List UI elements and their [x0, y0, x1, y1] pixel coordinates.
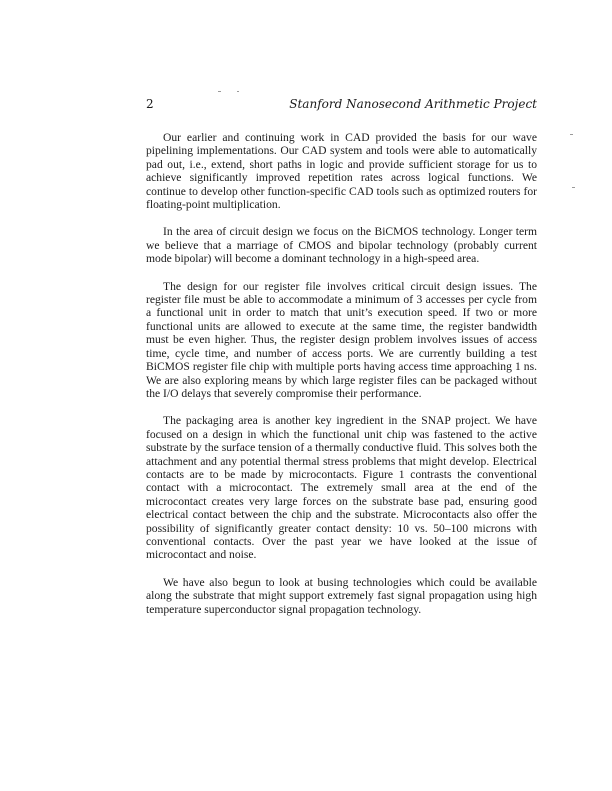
running-title: Stanford Nanosecond Arithmetic Project — [289, 97, 537, 111]
scan-artifact — [237, 91, 239, 92]
scan-artifact — [218, 91, 221, 92]
scan-artifact — [572, 187, 575, 188]
paragraph-busing: We have also begun to look at busing technologies which could be available along the substrate that might support extremely fast signal propagation using high temperature superconductor signal propagation technology. — [146, 575, 537, 616]
running-header — [146, 96, 537, 112]
body-text — [146, 131, 537, 630]
paragraph-cad: Our earlier and continuing work in CAD provided the basis for our wave pipelining implementations. Our CAD system and tools were able to automatically pad out, i.e., extend, short paths in logic and provide sufficient storage for us to achieve significantly improved repetition rates across logical functions. We continue to develop other function-specific CAD tools such as optimized routers for floating-point multiplication. — [146, 131, 537, 212]
paragraph-circuit-design: In the area of circuit design we focus on the BiCMOS technology. Longer term we believe that a marriage of CMOS and bipolar technology (probably current mode bipolar) will become a dominant technology in a high-speed area. — [146, 225, 537, 266]
page-number: 2 — [146, 97, 154, 111]
scan-artifact — [570, 134, 573, 135]
paragraph-packaging: The packaging area is another key ingredient in the SNAP project. We have focused on a design in which the functional unit chip was fastened to the active substrate by the surface tension of a thermally conductive fluid. This solves both the attachment and any potential thermal stress problems that might develop. Electrical contacts are to be made by microcontacts. Figure 1 contrasts the conventional contact with a microcontact. The extremely small area at the end of the microcontact creates very large forces on the substrate base pad, ensuring good electrical contact between the chip and the substrate. Microcontacts also offer the possibility of significantly greater contact density: 10 vs. 50–100 microns with conventional contacts. Over the past year we have looked at the issue of microcontact and noise. — [146, 414, 537, 562]
paragraph-register-file: The design for our register file involves critical circuit design issues. The register file must be able to accommodate a minimum of 3 accesses per cycle from a functional unit in order to match that unit’s execution speed. If two or more functional units are allowed to execute at the same time, the register bandwidth must be even higher. Thus, the register design problem involves issues of access time, cycle time, and number of access ports. We are currently building a test BiCMOS register file chip with multiple ports having access time approaching 1 ns. We are also exploring means by which large register files can be packaged without the I/O delays that severely compromise their performance. — [146, 279, 537, 400]
